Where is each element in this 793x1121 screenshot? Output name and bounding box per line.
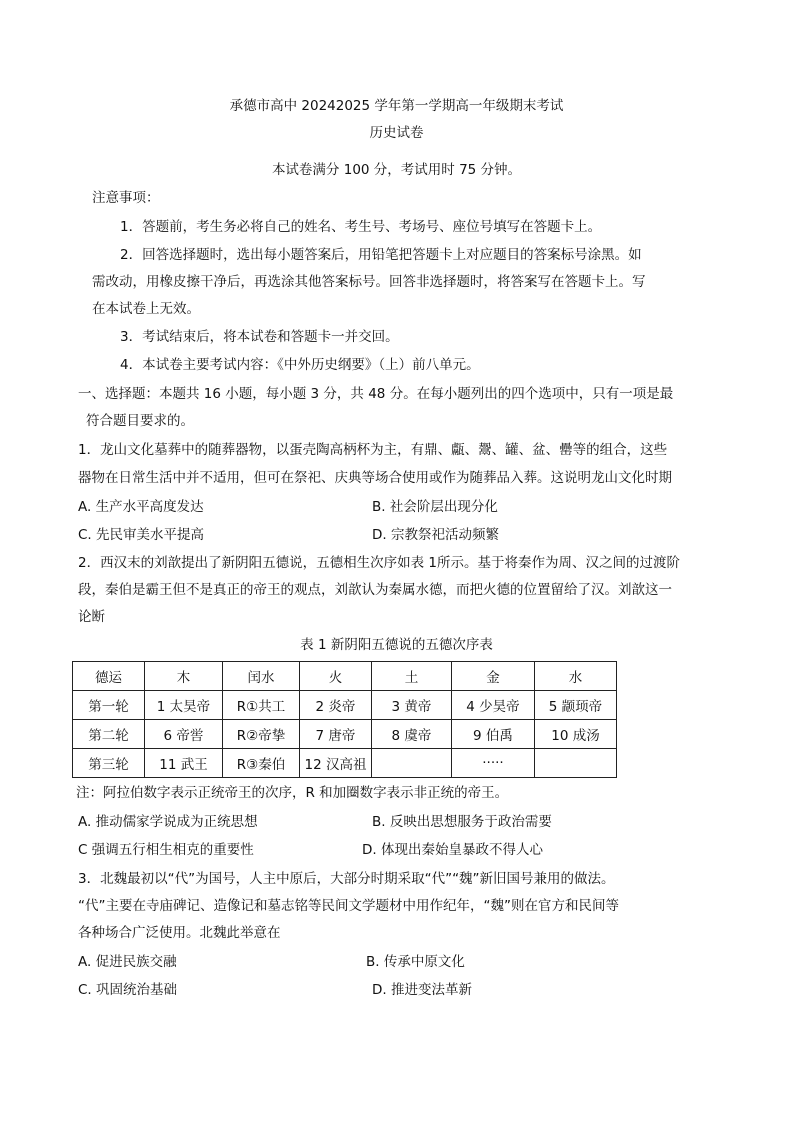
question-3-option-b[interactable]: B. 传承中原文化 — [366, 954, 465, 970]
question-2-stem: 论断 — [78, 609, 105, 625]
exam-title: 承德市高中 20242025 学年第一学期高一年级期末考试 — [229, 98, 564, 114]
table-cell: 1 太昊帝 — [145, 691, 223, 720]
table-cell: 12 汉高祖 — [300, 749, 372, 778]
table-cell: 10 成汤 — [535, 720, 617, 749]
question-1-option-d[interactable]: D. 宗教祭祀活动频繁 — [372, 527, 499, 543]
table-header-cell: 土 — [372, 662, 452, 691]
table-cell: R③秦伯 — [223, 749, 300, 778]
table-header-cell: 水 — [535, 662, 617, 691]
question-2-option-d[interactable]: D. 体现出秦始皇暴政不得人心 — [362, 842, 543, 858]
table-cell: R①共工 — [223, 691, 300, 720]
table-header-cell: 德运 — [73, 662, 145, 691]
question-3-stem: “代”主要在寺庙碑记、造像记和墓志铭等民间文学题材中用作纪年，“魏”则在官方和民间等 — [78, 898, 619, 914]
question-2-option-a[interactable]: A. 推动儒家学说成为正统思想 — [78, 814, 258, 830]
question-1-option-a[interactable]: A. 生产水平高度发达 — [78, 499, 204, 515]
table-row — [73, 691, 617, 720]
notice-item: 1．答题前，考生务必将自己的姓名、考生号、考场号、座位号填写在答题卡上。 — [120, 219, 602, 235]
table-note: 注：阿拉伯数字表示正统帝王的次序，R 和加圈数字表示非正统的帝王。 — [76, 785, 509, 801]
table-header-cell: 闰水 — [223, 662, 300, 691]
table-cell: 5 颛顼帝 — [535, 691, 617, 720]
question-3-stem: 3．北魏最初以“代”为国号，人主中原后，大部分时期采取“代”“魏”新旧国号兼用的做法。 — [78, 871, 615, 887]
table-cell: 2 炎帝 — [300, 691, 372, 720]
table-cell: 第三轮 — [73, 749, 145, 778]
question-1-stem: 1．龙山文化墓葬中的随葬器物，以蛋壳陶高柄杯为主，有鼎、甗、鬶、罐、盆、罍等的组合，这些 — [78, 442, 668, 458]
question-3-option-d[interactable]: D. 推进变法革新 — [372, 982, 472, 998]
table-cell: 9 伯禹 — [452, 720, 535, 749]
question-3-option-c[interactable]: C. 巩固统治基础 — [78, 982, 178, 998]
question-2-stem: 段，秦伯是霸王但不是真正的帝王的观点，刘歆认为秦属水德，而把火德的位置留给了汉。刘歆这一 — [78, 582, 672, 598]
notice-heading: 注意事项： — [92, 190, 160, 206]
question-1-stem: 器物在日常生活中并不适用，但可在祭祀、庆典等场合使用或作为随葬品入葬。这说明龙山文化时期 — [78, 470, 672, 486]
table-header-cell: 金 — [452, 662, 535, 691]
exam-info: 本试卷满分 100 分，考试用时 75 分钟。 — [271, 162, 522, 178]
notice-item: 需改动，用橡皮擦干净后，再选涂其他答案标号。回答非选择题时，将答案写在答题卡上。写 — [92, 274, 646, 290]
exam-subject: 历史试卷 — [369, 125, 424, 141]
table-cell: ····· — [452, 749, 535, 778]
table-header-row — [73, 662, 617, 691]
question-2-stem: 2．西汉末的刘歆提出了新阴阳五德说，五德相生次序如表 1所示。基于将秦作为周、汉之间的过渡阶 — [78, 555, 680, 571]
table-cell: 6 帝喾 — [145, 720, 223, 749]
table-row — [73, 720, 617, 749]
section-heading-cont: 符合题目要求的。 — [86, 413, 194, 429]
question-1-option-c[interactable]: C. 先民审美水平提高 — [78, 527, 205, 543]
table-cell: 第一轮 — [73, 691, 145, 720]
table-header-cell: 火 — [300, 662, 372, 691]
table-row — [73, 749, 617, 778]
table-cell: 11 武王 — [145, 749, 223, 778]
table-cell — [535, 749, 617, 778]
notice-item: 4．本试卷主要考试内容：《中外历史纲要》（上）前八单元。 — [120, 357, 480, 373]
table-cell: 7 唐帝 — [300, 720, 372, 749]
table-header-cell: 木 — [145, 662, 223, 691]
question-2-option-c[interactable]: C 强调五行相生相克的重要性 — [78, 842, 254, 858]
table-cell: 4 少昊帝 — [452, 691, 535, 720]
notice-item: 在本试卷上无效。 — [92, 301, 200, 317]
question-1-option-b[interactable]: B. 社会阶层出现分化 — [372, 499, 498, 515]
notice-item: 3．考试结束后，将本试卷和答题卡一并交回。 — [120, 329, 399, 345]
table-cell: 8 虞帝 — [372, 720, 452, 749]
question-2-option-b[interactable]: B. 反映出思想服务于政治需要 — [372, 814, 552, 830]
section-heading: 一、选择题：本题共 16 小题，每小题 3 分，共 48 分。在每小题列出的四个选项中，只有一项是最 — [78, 386, 674, 402]
notice-item: 2．回答选择题时，选出每小题答案后，用铅笔把答题卡上对应题目的答案标号涂黑。如 — [120, 247, 642, 263]
table-cell: 3 黄帝 — [372, 691, 452, 720]
table-cell — [372, 749, 452, 778]
question-3-stem: 各种场合广泛使用。北魏此举意在 — [78, 925, 281, 941]
table-cell: 第二轮 — [73, 720, 145, 749]
question-3-option-a[interactable]: A. 促进民族交融 — [78, 954, 177, 970]
five-virtues-table — [72, 661, 617, 778]
table-cell: R②帝挚 — [223, 720, 300, 749]
table-title: 表 1 新阴阳五德说的五德次序表 — [300, 637, 493, 653]
